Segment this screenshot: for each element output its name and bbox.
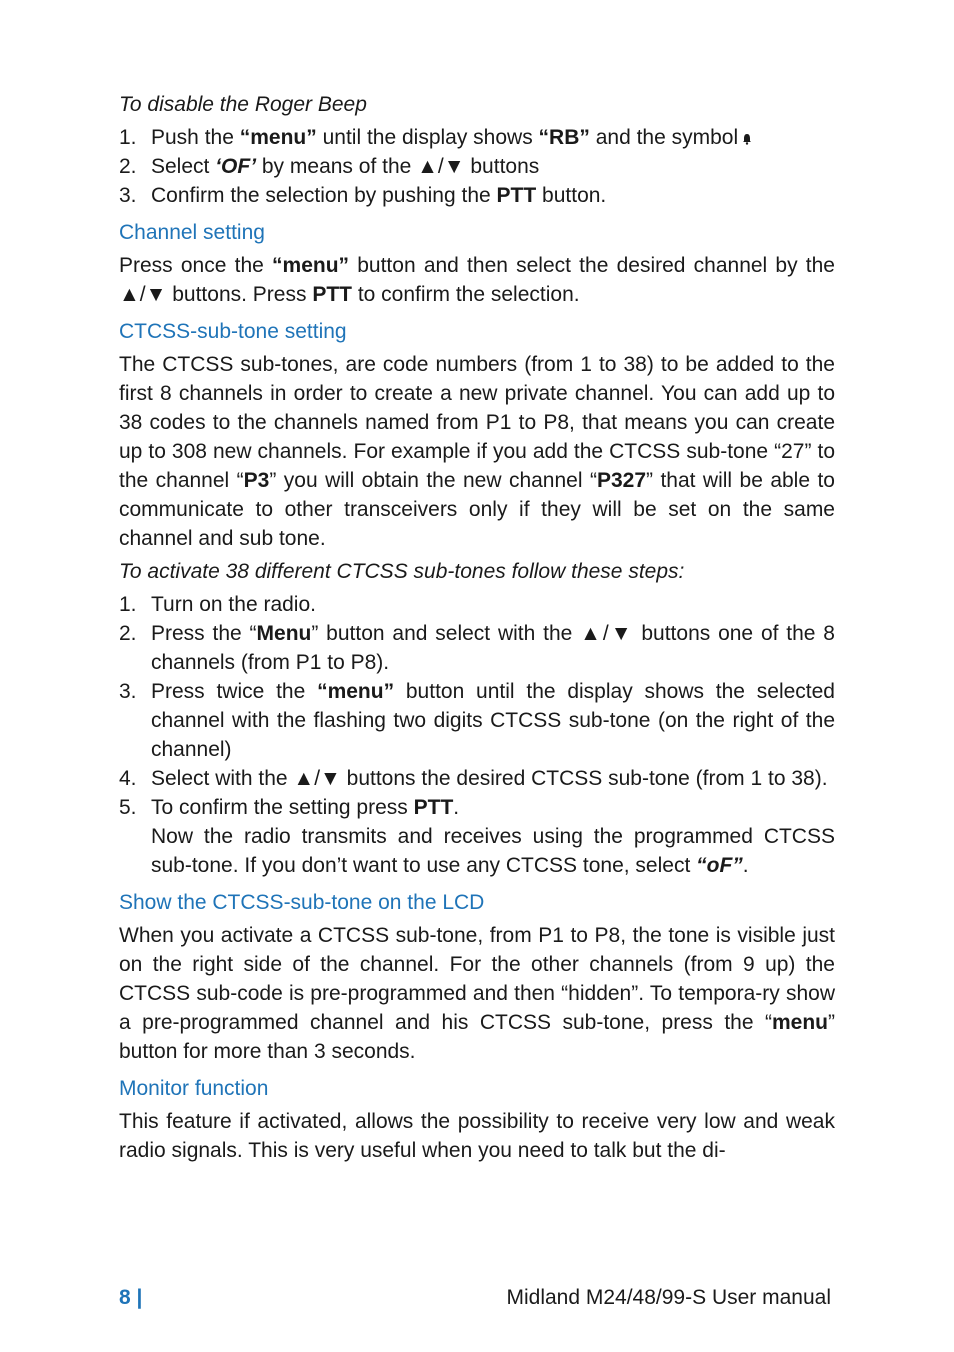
list-item: 5. To confirm the setting press PTT. Now the radio transmits and receives using the programmed CTCSS sub-tone. If you don’t want to use any CTCSS tone, select “oF”. (119, 793, 835, 880)
step-number: 5. (119, 796, 137, 819)
manual-page (119, 90, 835, 1169)
page-footer (119, 1283, 831, 1312)
rb-keyword: “RB” (538, 126, 590, 149)
show-ctcss-paragraph: When you activate a CTCSS sub-tone, from P1 to P8, the tone is visible just on the right side of the channel. For the other channels (from 9 up) the CTCSS sub-code is pre-programmed and then “hidden”. To tempora-ry show a pre-programmed channel and his CTCSS sub-tone, press the “menu” button for more than 3 seconds. (119, 924, 835, 1063)
ptt-keyword: PTT (496, 184, 537, 207)
page-number: 8 | (119, 1286, 143, 1309)
channel-setting-paragraph: Press once the “menu” button and then select the desired channel by the ▲/▼ buttons. Press PTT to confirm the selection. (119, 254, 835, 306)
list-item: 4. Select with the ▲/▼ buttons the desired CTCSS sub-tone (from 1 to 38). (119, 764, 835, 793)
ctcss-paragraph: The CTCSS sub-tones, are code numbers (from 1 to 38) to be added to the first 8 channels in order to create a new private channel. You can add up to 38 codes to the channels named from P1 to P8, that means you can create up to 308 new channels. For example if you add the CTCSS sub-tone “27” to the channel “P3” you will obtain the new channel “P327” that will be able to communicate to other transceivers only if they will be set on the same channel and sub tone. (119, 353, 835, 550)
list-item: 3. Confirm the selection by pushing the PTT button. (119, 181, 835, 210)
step-number: 2. (119, 622, 137, 645)
roger-beep-steps (119, 123, 835, 210)
list-item: 1. Turn on the radio. (119, 590, 835, 619)
manual-title: Midland M24/48/99-S User manual (506, 1286, 831, 1309)
section-title-channel-setting: Channel setting (119, 221, 265, 244)
monitor-paragraph: This feature if activated, allows the possibility to receive very low and weak radio signals. This is very useful when you need to talk but the di- (119, 1110, 835, 1162)
menu-keyword: “menu” (239, 126, 317, 149)
section-title-show-ctcss: Show the CTCSS-sub-tone on the LCD (119, 891, 485, 914)
section-title-ctcss: CTCSS-sub-tone setting (119, 320, 347, 343)
step-number: 1. (119, 593, 137, 616)
list-item: 2. Press the “Menu” button and select with the ▲/▼ buttons one of the 8 channels (from P1 to P8). (119, 619, 835, 677)
step-number: 4. (119, 767, 137, 790)
ctcss-steps-heading: To activate 38 different CTCSS sub-tones follow these steps: (119, 560, 685, 583)
list-item: 3. Press twice the “menu” button until the display shows the selected channel with the flashing two digits CTCSS sub-tone (on the right of the channel) (119, 677, 835, 764)
bell-icon (742, 133, 752, 145)
step-number: 1. (119, 126, 137, 149)
ctcss-steps (119, 590, 835, 880)
roger-beep-heading: To disable the Roger Beep (119, 93, 367, 116)
step-number: 2. (119, 155, 137, 178)
list-item: 2. Select ‘OF’ by means of the ▲/▼ buttons (119, 152, 835, 181)
of-keyword: ‘OF’ (215, 155, 257, 178)
step-number: 3. (119, 184, 137, 207)
section-title-monitor: Monitor function (119, 1077, 269, 1100)
step-number: 3. (119, 680, 137, 703)
list-item: 1. Push the “menu” until the display shows “RB” and the symbol (119, 123, 835, 152)
